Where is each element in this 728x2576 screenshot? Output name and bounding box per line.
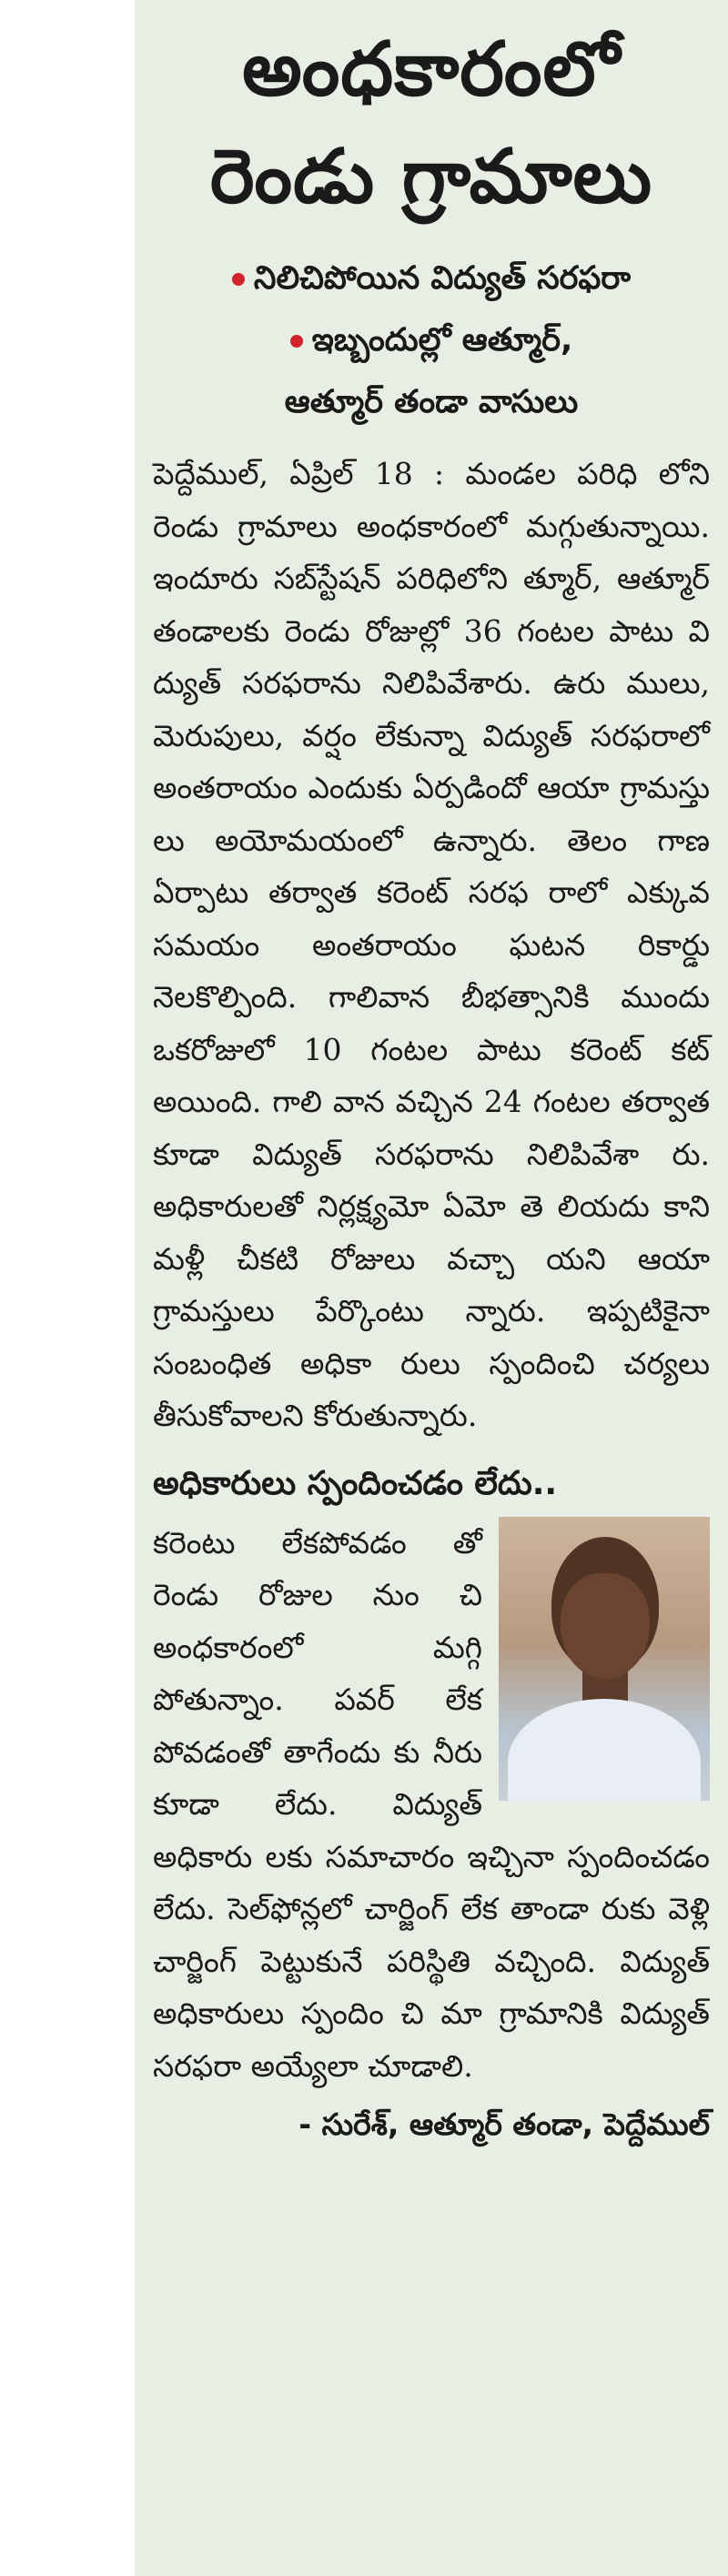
article	[135, 0, 728, 2576]
headline	[153, 16, 710, 231]
bullet-item-continued	[153, 371, 710, 433]
bullet-item	[153, 309, 710, 371]
bullet-text: ఆత్మూర్ తండా వాసులు	[284, 384, 579, 420]
page-margin	[0, 0, 135, 2576]
headline-line-1: అంధకారంలో	[242, 26, 621, 113]
quote-section	[153, 1517, 710, 2153]
red-bullet-icon	[290, 335, 303, 348]
headline-line-2: రెండు గ్రామాలు	[209, 134, 653, 220]
article-body: పెద్దేముల్, ఏప్రిల్ 18 : మండల పరిధి లోని రెండు గ్రామాలు అంధకారంలో మగ్గుతున్నాయి. ఇందూరు సబ్‌స్టేషన్ పరిధిలోని త్మూర్, ఆత్మూర్ తండాలకు రెండు రోజుల్లో 36 గంటల పాటు వి ద్యుత్ సరఫరాను నిలిపివేశారు. ఉరు ములు, మెరుపులు, వర్షం లేకున్నా విద్యుత్ సరఫరాలో అంతరాయం ఎందుకు ఏర్పడిందో ఆయా గ్రామస్తు లు అయోమయంలో ఉన్నారు. తెలం గాణ ఏర్పాటు తర్వాత కరెంట్ సరఫ రాలో ఎక్కువ సమయం అంతరాయం ఘటన రికార్డు నెలకొల్పింది. గాలివాన బీభత్సానికి ముందు ఒకరోజులో 10 గంటల పాటు కరెంట్ కట్ అయింది. గాలి వాన వచ్చిన 24 గంటల తర్వాత కూడా విద్యుత్ సరఫరాను నిలిపివేశా రు. అధికారులతో నిర్లక్ష్యమో ఏమో తె లియదు కాని మళ్లీ చీకటి రోజులు వచ్చా యని ఆయా గ్రామస్తులు పేర్కొంటు న్నారు. ఇప్పటికైనా సంబంధిత అధికా రులు స్పందించి చర్యలు తీసుకోవాలని కోరుతున్నారు.	[153, 456, 710, 1433]
bullet-text: నిలిచిపోయిన విద్యుత్ సరఫరా	[253, 260, 632, 297]
bullet-item	[153, 247, 710, 309]
bullet-text: ఇబ్బందుల్లో ఆత్మూర్,	[311, 322, 573, 359]
quote-text: కరెంటు లేకపోవడం తో రెండు రోజుల నుం చి అంధకారంలో మగ్గి పోతున్నాం. పవర్ లేక పోవడంతో తాగేందు కు నీరు కూడా లేదు. విద్యుత్ అధికారు లకు సమాచారం ఇచ్చినా స్పందించడం లేదు. సెల్‌ఫోన్లలో చార్జింగ్ లేక తాండా రుకు వెళ్లి చార్జింగ్ పెట్టుకునే పరిస్థితి వచ్చింది. విద్యుత్ అధికారులు స్పందిం చి మా గ్రామానికి విద్యుత్ సరఫరా అయ్యేలా చూడాలి.	[153, 1524, 710, 2084]
byline: - సురేశ్, ఆత్మూర్ తండా, పెద్దేముల్	[298, 2106, 710, 2142]
photo-shirt	[508, 1699, 701, 1801]
photo-face	[561, 1573, 650, 1679]
subheading: అధికారులు స్పందించడం లేదు..	[153, 1464, 558, 1502]
person-photo	[499, 1517, 710, 1801]
bullet-points	[153, 247, 710, 433]
red-bullet-icon	[232, 273, 245, 286]
